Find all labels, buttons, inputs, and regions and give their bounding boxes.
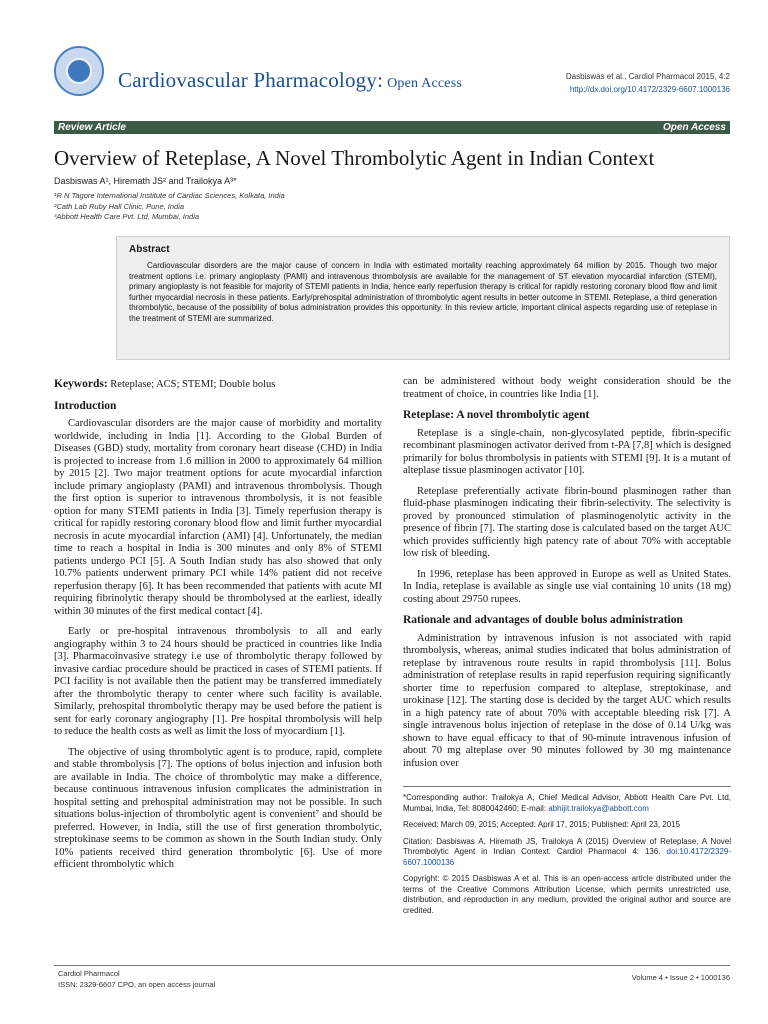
open-access-badge: Open Access xyxy=(663,122,726,133)
doi-link[interactable]: http://dx.doi.org/10.4172/2329-6607.1000136 xyxy=(569,85,730,94)
citation-text: Dasbiswas et al., Cardiol Pharmacol 2015, 4:2 xyxy=(565,72,730,81)
article-dates: Received: March 09, 2015; Accepted: April 17, 2015; Published: April 23, 2015 xyxy=(403,820,681,829)
paragraph: Reteplase is a single-chain, non-glycosylated peptide, fibrin-specific recombinant plasminogen activator derived from t-PA [7,8] which is designed primarily for bolus thrombolysis in patients with STEMI [9]. It is a mutant of alteplase tissue plasminogen activator [10]. xyxy=(403,427,731,476)
affiliation: ²Cath Lab Ruby Hall Clinic, Pune, India xyxy=(54,201,185,211)
keywords xyxy=(54,378,382,392)
heart-icon xyxy=(68,60,90,82)
affiliations xyxy=(54,191,285,223)
keywords-text: Reteplase; ACS; STEMI; Double bolus xyxy=(110,379,276,390)
affiliation: ¹R N Tagore International Institute of Cardiac Sciences, Kolkata, India xyxy=(54,191,285,200)
affiliation: ³Abbott Health Care Pvt. Ltd, Mumbai, India xyxy=(54,212,200,221)
header-citation xyxy=(566,70,730,96)
footer-divider xyxy=(54,965,730,966)
doi-note-link[interactable]: doi:10.4172/2329-6607.1000136 xyxy=(403,847,731,867)
email-link[interactable]: abhijit.trailokya@abbott.com xyxy=(548,803,649,813)
abstract-heading: Abstract xyxy=(129,244,170,255)
paragraph: In 1996, reteplase has been approved in Europe as well as United States. In India, reteplase is available as single use vial containing 10 units (18 mg) costing about 29750 rupees. xyxy=(403,568,731,605)
left-column xyxy=(54,378,382,880)
paragraph: Administration by intravenous infusion is not associated with rapid thrombolysis, whereas, animal studies indicated that bolus administration of reteplase by intravenous route results in rapid thrombolysis [11]. Bolus administration of reteplase results in rapid reperfusion requiring significantly shorter time to reperfusion compared to alteplase, streptokinase, and urokinase [12]. The starting dose is decided by the target AUC which results in a high patency rate of about 70% with acceptable bleeding risk [7]. A single intravenous bolus injection of reteplase in the dose of 0.14 U/kg was shown to have equal efficacy to that of 90-minute intravenous infusion of about 70 mg alteplase over 90 minutes followed by 30 mg maintenance infusion over xyxy=(403,632,731,769)
section-heading-reteplase: Reteplase: A novel thrombolytic agent xyxy=(403,409,590,421)
paragraph: Cardiovascular disorders are the major cause of morbidity and mortality worldwide, including in India [1]. According to the Global Burden of Diseases (GBD) study, mortality from coronary heart disease (CHD) in India is projected to increase from 1.6 million in 2000 to approximately 64 million by 2015 [2]. Two major treatment options for acute myocardial infarction include primary angioplasty (PAMI) and intravenous thrombolysis. Though the first option is superior to intravenous thrombolysis, it is not feasible option for many STEMI patients in India [3]. Timely reperfusion therapy is critical for rapidly restoring coronary blood flow and limit further myocardial necrosis in acute myocardial infarction (AMI) [4]. Unfortunately, the median time to reach a hospital in India is 300 minutes and only 8% of STEMI patients undergo PCI [5]. A South Indian study has also showed that only 10.7% patients underwent primary PCI while 14% patient did not receive reperfusion therapy [6]. It has been recommended that patients with acute MI requiring fibrinolytic therapy should be thrombolysed at the earliest, ideally within 30 minutes of the first medical contact [4]. xyxy=(54,418,382,617)
article-type-band xyxy=(54,121,730,134)
paragraph: can be administered without body weight consideration should be the treatment of choice, in countries like India [1]. xyxy=(403,376,731,400)
footer-journal-name: Cardiol Pharmacol xyxy=(58,969,120,978)
journal-name: Cardiovascular Pharmacology: Open Access xyxy=(118,68,463,92)
abstract-text: Cardiovascular disorders are the major cause of concern in India with estimated mortality reaching approximately 64 million by 2015. Though two major treatment options i.e. primary angioplasty (PAMI) and intravenous thrombolysis are available for the management of ST elevation myocardial infarction (STEMI), primary angioplasty is not feasible for majority of STEMI patients in India, hence early reperfusion therapy is critical for rapidly restoring coronary blood flow and limit further myocardial necrosis in these patients. Early/prehospital administration of thrombolytic agent results in better outcome in STEMI. Reteplase, a third generation thrombolytic, because of the possibility of bolus administration provides this opportunity. In this review article, important clinical aspects regarding use of reteplase in the treatment of STEMI are summarized. xyxy=(129,261,717,323)
article-notes xyxy=(403,786,731,922)
paragraph: Reteplase preferentially activate fibrin-bound plasminogen rather than fluid-phase plasminogen indicating their fibrin-selectivity. The selectivity is proved by pronounced stimulation of plasminogenolytic activity in the presence of fibrin [7]. The starting dose is calculated based on the target AUC which provides sufficiently high patency rate of about 70% with acceptable low risk of bleeding. xyxy=(403,485,731,559)
article-title: Overview of Reteplase, A Novel Thrombolytic Agent in Indian Context xyxy=(54,146,655,170)
paragraph: The objective of using thrombolytic agent is to produce, rapid, complete and stable thrombolysis [7]. The options of bolus injection and infusion both are available in India. The choice of thrombolytic may make a difference, because continuous intravenous infusion complicates the administration in hospital setting and prehospital administration may not be possible. In such situations bolus-injection of thrombolytic agent is convenient⁷ and should be preferred. However, in India, still the use of first generation thrombolytic, streptokinase seems to be common as shown in the South Indian study. Only 10% patients received third generation thrombolytic [6]. Use of more efficient thrombolytic which xyxy=(54,746,382,870)
citation-note: Citation: Dasbiswas A, Hiremath JS, Trailokya A (2015) Overview of Reteplase, A Novel Thrombolytic Agent in Indian Context. Cardiol Pharmacol 4: 136. doi:10.4172/2329-6607.1000136 xyxy=(403,836,731,867)
paragraph: Early or pre-hospital intravenous thrombolysis to all and early angiography within 3 to 24 hours should be practiced in countries like India [3]. Pharmacoinvasive strategy i.e use of thrombolytic therapy followed by invasive cardiac procedure should be practiced in cases of STEMI patients. If PCI facility is not available then the patient may be transferred immediately after the thrombolytic therapy to center where such facility is available. Similarly, prehospital thrombolytic therapy may be used before the patient is sent for early coronary angiography [1]. Pre hospital thrombolysis will help to reduce the health costs as well as limit the loss of myocardium [1]. xyxy=(54,626,382,737)
keywords-label: Keywords: xyxy=(54,378,108,390)
section-heading-rationale: Rationale and advantages of double bolus administration xyxy=(403,614,683,626)
open-access-label: Open Access xyxy=(387,76,463,91)
abstract-box xyxy=(116,236,730,360)
footer-volume: Volume 4 • Issue 2 • 1000136 xyxy=(631,973,730,982)
author-list: Dasbiswas A¹, Hiremath JS² and Trailokya A³* xyxy=(54,176,237,186)
corresponding-author: *Corresponding author: Trailokya A, Chief Medical Advisor, Abbott Health Care Pvt. Ltd, Mumbai, India, Tel: 8080042460; E-mail: abhijit.trailokya@abbott.com xyxy=(403,793,731,813)
footer-issn: ISSN: 2329-6607 CPO, an open access journal xyxy=(58,979,216,989)
section-heading-introduction: Introduction xyxy=(54,399,117,412)
journal-logo xyxy=(54,46,104,96)
article-type: Review Article xyxy=(58,122,126,133)
right-column xyxy=(403,376,731,778)
footer-journal xyxy=(58,969,215,990)
copyright-note: Copyright: © 2015 Dasbiswas A et al. This is an open-access article distributed under the terms of the Creative Commons Attribution License, which permits unrestricted use, distribution, and reproduction in any medium, provided the original author and source are credited. xyxy=(403,874,731,915)
